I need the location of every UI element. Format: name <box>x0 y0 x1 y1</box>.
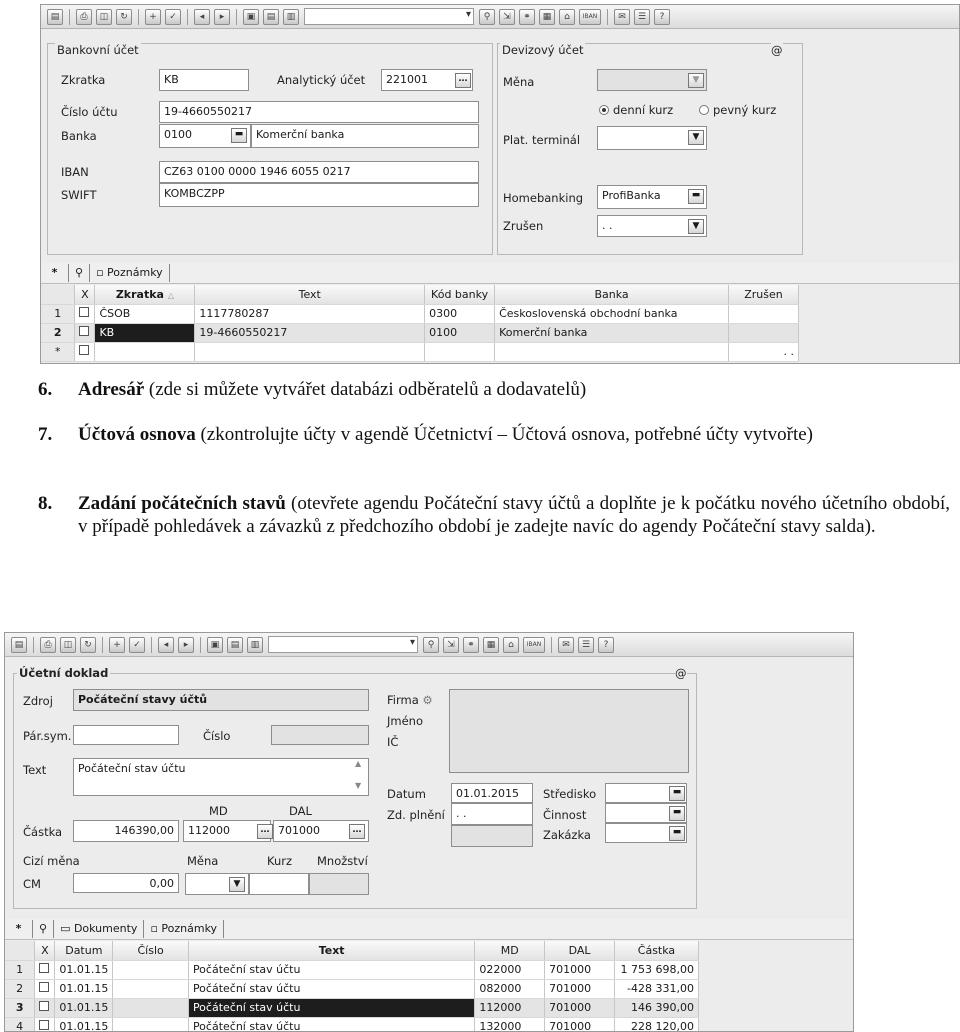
column-header[interactable] <box>95 285 195 304</box>
analyticky-picker-button[interactable]: … <box>455 73 471 88</box>
back-icon[interactable]: ◂ <box>194 9 210 25</box>
cell-castka: -428 331,00 <box>614 979 698 998</box>
tab-notes-label: Poznámky <box>161 922 218 935</box>
toolbar-separator <box>138 9 139 25</box>
cell-md: 132000 <box>475 1017 545 1032</box>
cell-cislo <box>113 960 189 979</box>
print-icon[interactable]: ⎙ <box>40 637 56 653</box>
column-header[interactable]: Datum <box>55 941 113 960</box>
jmeno-label: Jméno <box>387 714 423 728</box>
cell-castka: 146 390,00 <box>614 998 698 1017</box>
row-number: 4 <box>5 1017 35 1032</box>
column-header[interactable]: X <box>75 285 95 304</box>
doc-item-title: Adresář <box>78 379 145 400</box>
terminal-dropdown-button[interactable]: ▼ <box>688 130 704 145</box>
cell-dal: 701000 <box>545 1017 615 1032</box>
column-header[interactable]: Text <box>188 941 474 960</box>
zakazka-picker-button[interactable]: ▬ <box>669 826 685 841</box>
checkbox-icon <box>79 345 89 355</box>
grid-tabbar <box>41 263 960 284</box>
toolbar-separator <box>200 637 201 653</box>
toolbar-combo[interactable] <box>304 8 474 25</box>
cislo-field <box>271 725 369 745</box>
save-icon[interactable]: ▣ <box>207 637 223 653</box>
refresh-icon[interactable]: ↻ <box>116 9 132 25</box>
dal-label: DAL <box>289 804 312 818</box>
stredisko-label: Středisko <box>543 787 597 801</box>
toolbar-separator <box>607 9 608 25</box>
firma-label-text: Firma <box>387 693 419 707</box>
column-header[interactable]: MD <box>475 941 545 960</box>
table-row[interactable] <box>5 998 699 1017</box>
cinnost-label: Činnost <box>543 808 587 822</box>
column-header[interactable]: DAL <box>545 941 615 960</box>
row-number-header <box>5 941 35 960</box>
radio-fixed-label: pevný kurz <box>713 103 777 117</box>
cell-dal: 701000 <box>545 960 615 979</box>
table-header-row <box>41 285 799 304</box>
preview-icon[interactable]: ◫ <box>60 637 76 653</box>
column-header[interactable]: Zrušen <box>728 285 798 304</box>
iban-label: IBAN <box>61 165 89 179</box>
cell-banka: Komerční banka <box>495 323 729 342</box>
accounting-document-window <box>4 632 854 1032</box>
toolbar-separator <box>102 637 103 653</box>
bank-icon[interactable]: ⌂ <box>503 637 519 653</box>
preview-icon[interactable]: ◫ <box>96 9 112 25</box>
cell-text: Počáteční stav účtu <box>188 1017 474 1032</box>
cell-banka <box>495 342 729 361</box>
cell-text <box>195 342 425 361</box>
toolbar <box>41 5 960 29</box>
cinnost-picker-button[interactable]: ▬ <box>669 806 685 821</box>
row-checkbox[interactable] <box>35 998 55 1017</box>
cell-zrusen <box>728 323 798 342</box>
doc-item-6 <box>38 378 950 401</box>
zdroj-label: Zdroj <box>23 694 53 708</box>
text-label: Text <box>23 763 47 777</box>
firma-lookup-icon[interactable]: ⚙ <box>422 693 433 707</box>
doc-item-number: 7. <box>38 424 53 445</box>
mena-label: Měna <box>503 75 535 89</box>
mail-icon[interactable]: ✉ <box>558 637 574 653</box>
date-extra-field <box>451 825 533 847</box>
filter-icon[interactable]: ⚲ <box>33 920 54 938</box>
cell-castka: 228 120,00 <box>614 1017 698 1032</box>
toolbar-separator <box>551 637 552 653</box>
toolbar-separator <box>187 9 188 25</box>
banka-picker-button[interactable]: ▬ <box>231 128 247 143</box>
note-icon: ▫ <box>96 266 108 279</box>
cell-md: 082000 <box>475 979 545 998</box>
bank-icon[interactable]: ⌂ <box>559 9 575 25</box>
homebanking-label: Homebanking <box>503 191 584 205</box>
firma-field <box>449 689 689 773</box>
new-icon[interactable]: + <box>145 9 161 25</box>
kurz-label: Kurz <box>267 854 293 868</box>
list-icon[interactable]: ☰ <box>578 637 594 653</box>
open-icon[interactable]: ▤ <box>11 637 27 653</box>
castka-input[interactable]: 146390,00 <box>73 820 179 842</box>
checkbox-icon <box>39 982 49 992</box>
md-picker-button[interactable]: … <box>257 824 273 839</box>
cell-kod: 0100 <box>425 323 495 342</box>
toolbar-separator <box>236 9 237 25</box>
toolbar-separator <box>33 637 34 653</box>
cislo-label: Číslo účtu <box>61 105 118 119</box>
new-icon[interactable]: + <box>109 637 125 653</box>
doc-item-title: Účtová osnova <box>78 424 196 445</box>
cizi-mena-label: Cizí měna <box>23 854 80 868</box>
row-checkbox[interactable] <box>35 1017 55 1032</box>
cell-castka: 1 753 698,00 <box>614 960 698 979</box>
cislo-input[interactable]: 19-4660550217 <box>159 101 479 123</box>
radio-off-icon <box>699 105 709 115</box>
zdplneni-label: Zd. plnění <box>387 808 445 822</box>
cell-md: 112000 <box>475 998 545 1017</box>
bank-accounts-table <box>41 285 799 362</box>
datum-label: Datum <box>387 787 426 801</box>
tab-star[interactable]: * <box>41 264 69 282</box>
cell-dal: 701000 <box>545 998 615 1017</box>
help-icon[interactable]: ? <box>654 9 670 25</box>
cislo-label: Číslo <box>203 729 231 743</box>
check-icon[interactable]: ✓ <box>165 9 181 25</box>
table-row-new[interactable] <box>41 342 799 361</box>
entries-table <box>5 941 699 1032</box>
row-checkbox[interactable] <box>35 960 55 979</box>
back-icon[interactable]: ◂ <box>158 637 174 653</box>
forward-icon[interactable]: ▸ <box>214 9 230 25</box>
link-icon[interactable]: ⚭ <box>463 637 479 653</box>
cell-zkratka <box>95 342 195 361</box>
column-header[interactable]: X <box>35 941 55 960</box>
table-row[interactable] <box>41 304 799 323</box>
castka-label: Částka <box>23 825 63 839</box>
filter-icon[interactable]: ⚲ <box>69 264 90 282</box>
doc-item-8 <box>38 492 950 538</box>
datum-input[interactable]: 01.01.2015 <box>451 783 533 803</box>
filter-icon[interactable]: ⚲ <box>423 637 439 653</box>
cell-banka: Československá obchodní banka <box>495 304 729 323</box>
column-header[interactable]: Text <box>195 285 425 304</box>
iban-icon[interactable]: IBAN <box>579 9 601 25</box>
checkbox-icon <box>79 307 89 317</box>
cell-kod: 0300 <box>425 304 495 323</box>
homebanking-picker-button[interactable]: ▬ <box>688 189 704 204</box>
copy-icon[interactable]: ▤ <box>263 9 279 25</box>
link-icon[interactable]: ⚭ <box>519 9 535 25</box>
copy-icon[interactable]: ▤ <box>227 637 243 653</box>
open-icon[interactable]: ▤ <box>47 9 63 25</box>
fx-section-title: Devizový účet <box>502 43 584 57</box>
radio-daily-label: denní kurz <box>613 103 674 117</box>
dal-picker-button[interactable]: … <box>349 824 365 839</box>
text-input[interactable]: Počáteční stav účtu <box>73 758 369 796</box>
iban-icon[interactable]: IBAN <box>523 637 545 653</box>
cell-datum: 01.01.15 <box>55 960 113 979</box>
filter-icon[interactable]: ⚲ <box>479 9 495 25</box>
column-header[interactable]: Číslo <box>113 941 189 960</box>
zakazka-label: Zakázka <box>543 828 591 842</box>
zrusen-dropdown-button[interactable]: ▼ <box>688 219 704 234</box>
row-number: 1 <box>41 304 75 323</box>
row-number: 3 <box>5 998 35 1017</box>
toolbar-combo[interactable] <box>268 636 418 653</box>
table-row[interactable] <box>5 979 699 998</box>
tab-documents-label: Dokumenty <box>73 922 138 935</box>
table-row[interactable] <box>5 960 699 979</box>
md-label: MD <box>209 804 228 818</box>
banka-name-field: Komerční banka <box>251 124 479 148</box>
mail-icon[interactable]: ✉ <box>614 9 630 25</box>
cell-zrusen <box>728 304 798 323</box>
zrusen-label: Zrušen <box>503 219 544 233</box>
export-icon[interactable]: ⇲ <box>499 9 515 25</box>
mnozstvi-field <box>309 873 369 895</box>
mena-dropdown-button[interactable]: ▼ <box>688 73 704 88</box>
row-number: 1 <box>5 960 35 979</box>
tab-documents[interactable] <box>54 920 144 938</box>
firma-label <box>387 693 433 707</box>
refresh-icon[interactable]: ↻ <box>80 637 96 653</box>
scroll-up-icon[interactable]: ▲ <box>355 759 362 768</box>
doc-item-text: (zkontrolujte účty v agendě Účetnictví – Účtová osnova, potřebné účty vytvořte) <box>195 424 814 445</box>
column-header[interactable]: Částka <box>614 941 698 960</box>
print-icon[interactable]: ⎙ <box>76 9 92 25</box>
cell-cislo <box>113 998 189 1017</box>
stredisko-picker-button[interactable]: ▬ <box>669 786 685 801</box>
kurz-input[interactable] <box>249 873 309 895</box>
cell-zrusen: . . <box>728 342 798 361</box>
toolbar-separator <box>151 637 152 653</box>
column-header[interactable]: Banka <box>495 285 729 304</box>
row-checkbox[interactable] <box>75 323 95 342</box>
doc-item-number: 8. <box>38 493 53 514</box>
row-number: 2 <box>41 323 75 342</box>
section-title: Účetní doklad <box>19 666 109 680</box>
cell-datum: 01.01.15 <box>55 1017 113 1032</box>
swift-label: SWIFT <box>61 188 97 202</box>
doc-item-text: (otevřete agendu Počáteční stavy účtů a doplňte je k počátku nového účetního období, v případě pohledávek a závazků z předchozího období je zadejte navíc do agendy Počáteční stavy salda). <box>78 493 950 537</box>
cell-md: 022000 <box>475 960 545 979</box>
dal-input[interactable]: 701000 <box>273 820 369 842</box>
iban-input[interactable]: CZ63 0100 0000 1946 6055 0217 <box>159 161 479 183</box>
zkratka-input[interactable]: KB <box>159 69 249 91</box>
list-icon[interactable]: ☰ <box>634 9 650 25</box>
bank-account-window <box>40 4 960 364</box>
tab-notes[interactable] <box>90 264 170 282</box>
calc-icon[interactable]: ▦ <box>483 637 499 653</box>
zkratka-label: Zkratka <box>61 73 106 87</box>
cell-datum: 01.01.15 <box>55 998 113 1017</box>
save-icon[interactable]: ▣ <box>243 9 259 25</box>
radio-on-icon <box>599 105 609 115</box>
banka-code-input[interactable]: 0100 <box>159 124 251 148</box>
swift-input[interactable]: KOMBCZPP <box>159 183 479 207</box>
cell-datum: 01.01.15 <box>55 979 113 998</box>
banka-label: Banka <box>61 129 97 143</box>
cell-text: 19-4660550217 <box>195 323 425 342</box>
cell-text: 1117780287 <box>195 304 425 323</box>
table-row[interactable] <box>5 1017 699 1032</box>
checkbox-icon <box>39 1001 49 1011</box>
cm-label: CM <box>23 877 41 891</box>
zdroj-field: Počáteční stavy účtů <box>73 689 369 711</box>
homebanking-input[interactable]: ProfiBanka <box>597 185 707 209</box>
sort-asc-icon: △ <box>167 290 174 300</box>
help-icon[interactable]: ? <box>598 637 614 653</box>
cell-text: Počáteční stav účtu <box>188 960 474 979</box>
cell-cislo <box>113 979 189 998</box>
at-icon[interactable]: @ <box>771 43 783 57</box>
cm-input[interactable]: 0,00 <box>73 873 179 893</box>
md-input[interactable]: 112000 <box>183 820 271 842</box>
table-header-row <box>5 941 699 960</box>
column-header-label: Zkratka <box>115 287 164 301</box>
bank-section-title: Bankovní účet <box>57 43 139 57</box>
doc-item-7 <box>38 423 950 446</box>
folder-icon: ▭ <box>60 922 74 935</box>
mnozstvi-label: Množství <box>317 854 368 868</box>
paste-icon[interactable]: ▥ <box>283 9 299 25</box>
export-icon[interactable]: ⇲ <box>443 637 459 653</box>
doc-item-number: 6. <box>38 379 53 400</box>
at-icon[interactable]: @ <box>675 666 687 680</box>
cell-dal: 701000 <box>545 979 615 998</box>
row-number-header <box>41 285 75 304</box>
row-number: * <box>41 342 75 361</box>
cell-text: Počáteční stav účtu <box>188 998 474 1017</box>
checkbox-icon <box>39 1020 49 1030</box>
tab-notes[interactable] <box>144 920 224 938</box>
scroll-down-icon[interactable]: ▼ <box>355 781 362 790</box>
mena-label: Měna <box>187 854 219 868</box>
checkbox-icon <box>79 326 89 336</box>
zdplneni-input[interactable]: . . <box>451 803 533 825</box>
parsym-label: Pár.sym. <box>23 729 72 743</box>
row-checkbox[interactable] <box>75 304 95 323</box>
check-icon[interactable]: ✓ <box>129 637 145 653</box>
ic-label: IČ <box>387 735 399 749</box>
toolbar <box>5 633 854 657</box>
doc-item-title: Zadání počátečních stavů <box>78 493 286 514</box>
row-checkbox[interactable] <box>35 979 55 998</box>
checkbox-icon <box>39 963 49 973</box>
forward-icon[interactable]: ▸ <box>178 637 194 653</box>
cell-zkratka: KB <box>95 323 195 342</box>
radio-fixed-rate[interactable] <box>699 103 776 117</box>
row-checkbox[interactable] <box>75 342 95 361</box>
tab-star[interactable]: * <box>5 920 33 938</box>
cell-kod <box>425 342 495 361</box>
cell-cislo <box>113 1017 189 1032</box>
toolbar-separator <box>69 9 70 25</box>
zrusen-input[interactable]: . . <box>597 215 707 237</box>
analyticky-label: Analytický účet <box>277 73 366 87</box>
parsym-input[interactable] <box>73 725 179 745</box>
cell-text: Počáteční stav účtu <box>188 979 474 998</box>
cell-zkratka: ČSOB <box>95 304 195 323</box>
tab-notes-label: Poznámky <box>107 266 163 279</box>
mena-dropdown-button[interactable]: ▼ <box>229 877 245 892</box>
column-header[interactable]: Kód banky <box>425 285 495 304</box>
table-row[interactable] <box>41 323 799 342</box>
radio-daily-rate[interactable] <box>599 103 673 117</box>
paste-icon[interactable]: ▥ <box>247 637 263 653</box>
terminal-label: Plat. terminál <box>503 133 581 147</box>
calc-icon[interactable]: ▦ <box>539 9 555 25</box>
row-number: 2 <box>5 979 35 998</box>
note-icon: ▫ <box>150 922 162 935</box>
grid-tabbar <box>5 919 854 940</box>
doc-item-text: (zde si můžete vytvářet databázi odběratelů a dodavatelů) <box>144 379 587 400</box>
analyticky-input[interactable]: 221001 <box>381 69 473 91</box>
